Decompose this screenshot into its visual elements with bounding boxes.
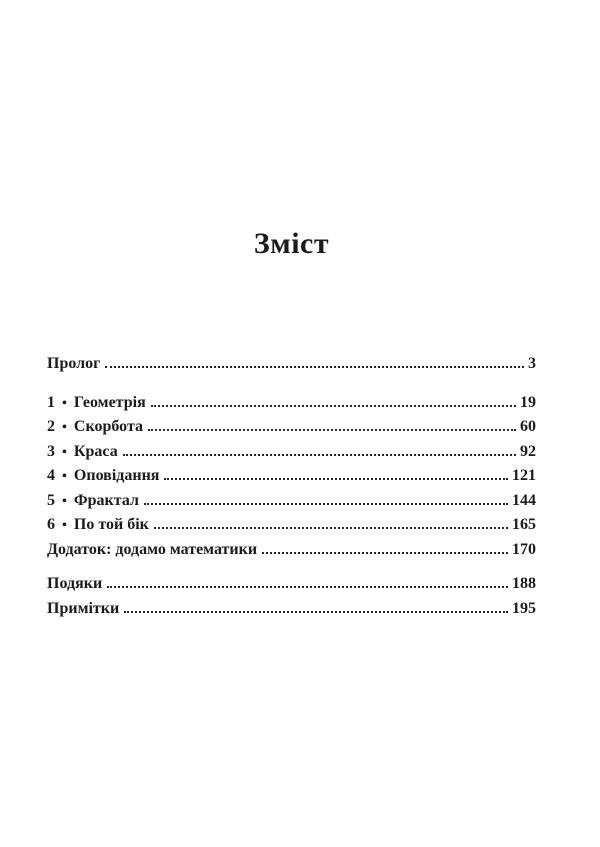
bullet-icon: • [62, 444, 67, 460]
dot-leader [123, 454, 516, 456]
page-number: 121 [512, 467, 536, 484]
toc-list [47, 352, 536, 621]
toc-row [47, 464, 536, 489]
chapter-title: Пролог [47, 355, 101, 372]
bullet-icon: • [62, 395, 67, 411]
chapter-title: Оповідання [73, 467, 160, 484]
toc-row [47, 489, 536, 514]
chapter-title: По той бік [73, 516, 149, 533]
toc-row [47, 415, 536, 440]
chapter-number: 3 [47, 442, 55, 460]
page-number: 3 [528, 355, 536, 372]
dot-leader [148, 429, 516, 431]
toc-row [47, 572, 536, 597]
bullet-icon: • [62, 493, 67, 509]
dot-leader [107, 586, 508, 588]
toc-section [47, 391, 536, 563]
page-number: 195 [512, 599, 536, 617]
page-number: 60 [520, 418, 536, 435]
page-number: 92 [520, 442, 536, 460]
chapter-number: 2 [47, 418, 55, 435]
toc-row [47, 513, 536, 538]
chapter-title: Краса [73, 442, 118, 460]
dot-leader [164, 478, 508, 480]
dot-leader [144, 503, 508, 505]
chapter-title: Подяки [47, 575, 103, 592]
dot-leader [105, 366, 524, 368]
chapter-title: Додаток: додамо математики [47, 540, 258, 558]
dot-leader [262, 552, 508, 554]
toc-row [47, 597, 536, 622]
toc-row [47, 352, 536, 377]
toc-row [47, 538, 536, 563]
bullet-icon: • [62, 420, 67, 435]
chapter-title: Скорбота [73, 418, 143, 435]
toc-section [47, 572, 536, 621]
chapter-title: Фрактал [73, 491, 139, 509]
bullet-icon: • [62, 518, 67, 533]
chapter-number: 1 [47, 393, 55, 411]
page-number: 165 [512, 516, 536, 533]
chapter-title: Геометрія [73, 393, 146, 411]
chapter-number: 4 [47, 467, 55, 484]
page-number: 188 [512, 575, 536, 592]
page-number: 170 [512, 540, 536, 558]
chapter-number: 6 [47, 516, 55, 533]
dot-leader [151, 405, 516, 407]
page-number: 19 [520, 393, 536, 411]
dot-leader [154, 527, 508, 529]
dot-leader [124, 611, 508, 613]
bullet-icon: • [62, 469, 67, 484]
chapter-title: Примітки [47, 599, 120, 617]
toc-row [47, 440, 536, 465]
toc-row [47, 391, 536, 416]
page-number: 144 [512, 491, 536, 509]
toc-section [47, 352, 536, 377]
contents-title: Зміст [253, 227, 330, 260]
chapter-number: 5 [47, 491, 55, 509]
